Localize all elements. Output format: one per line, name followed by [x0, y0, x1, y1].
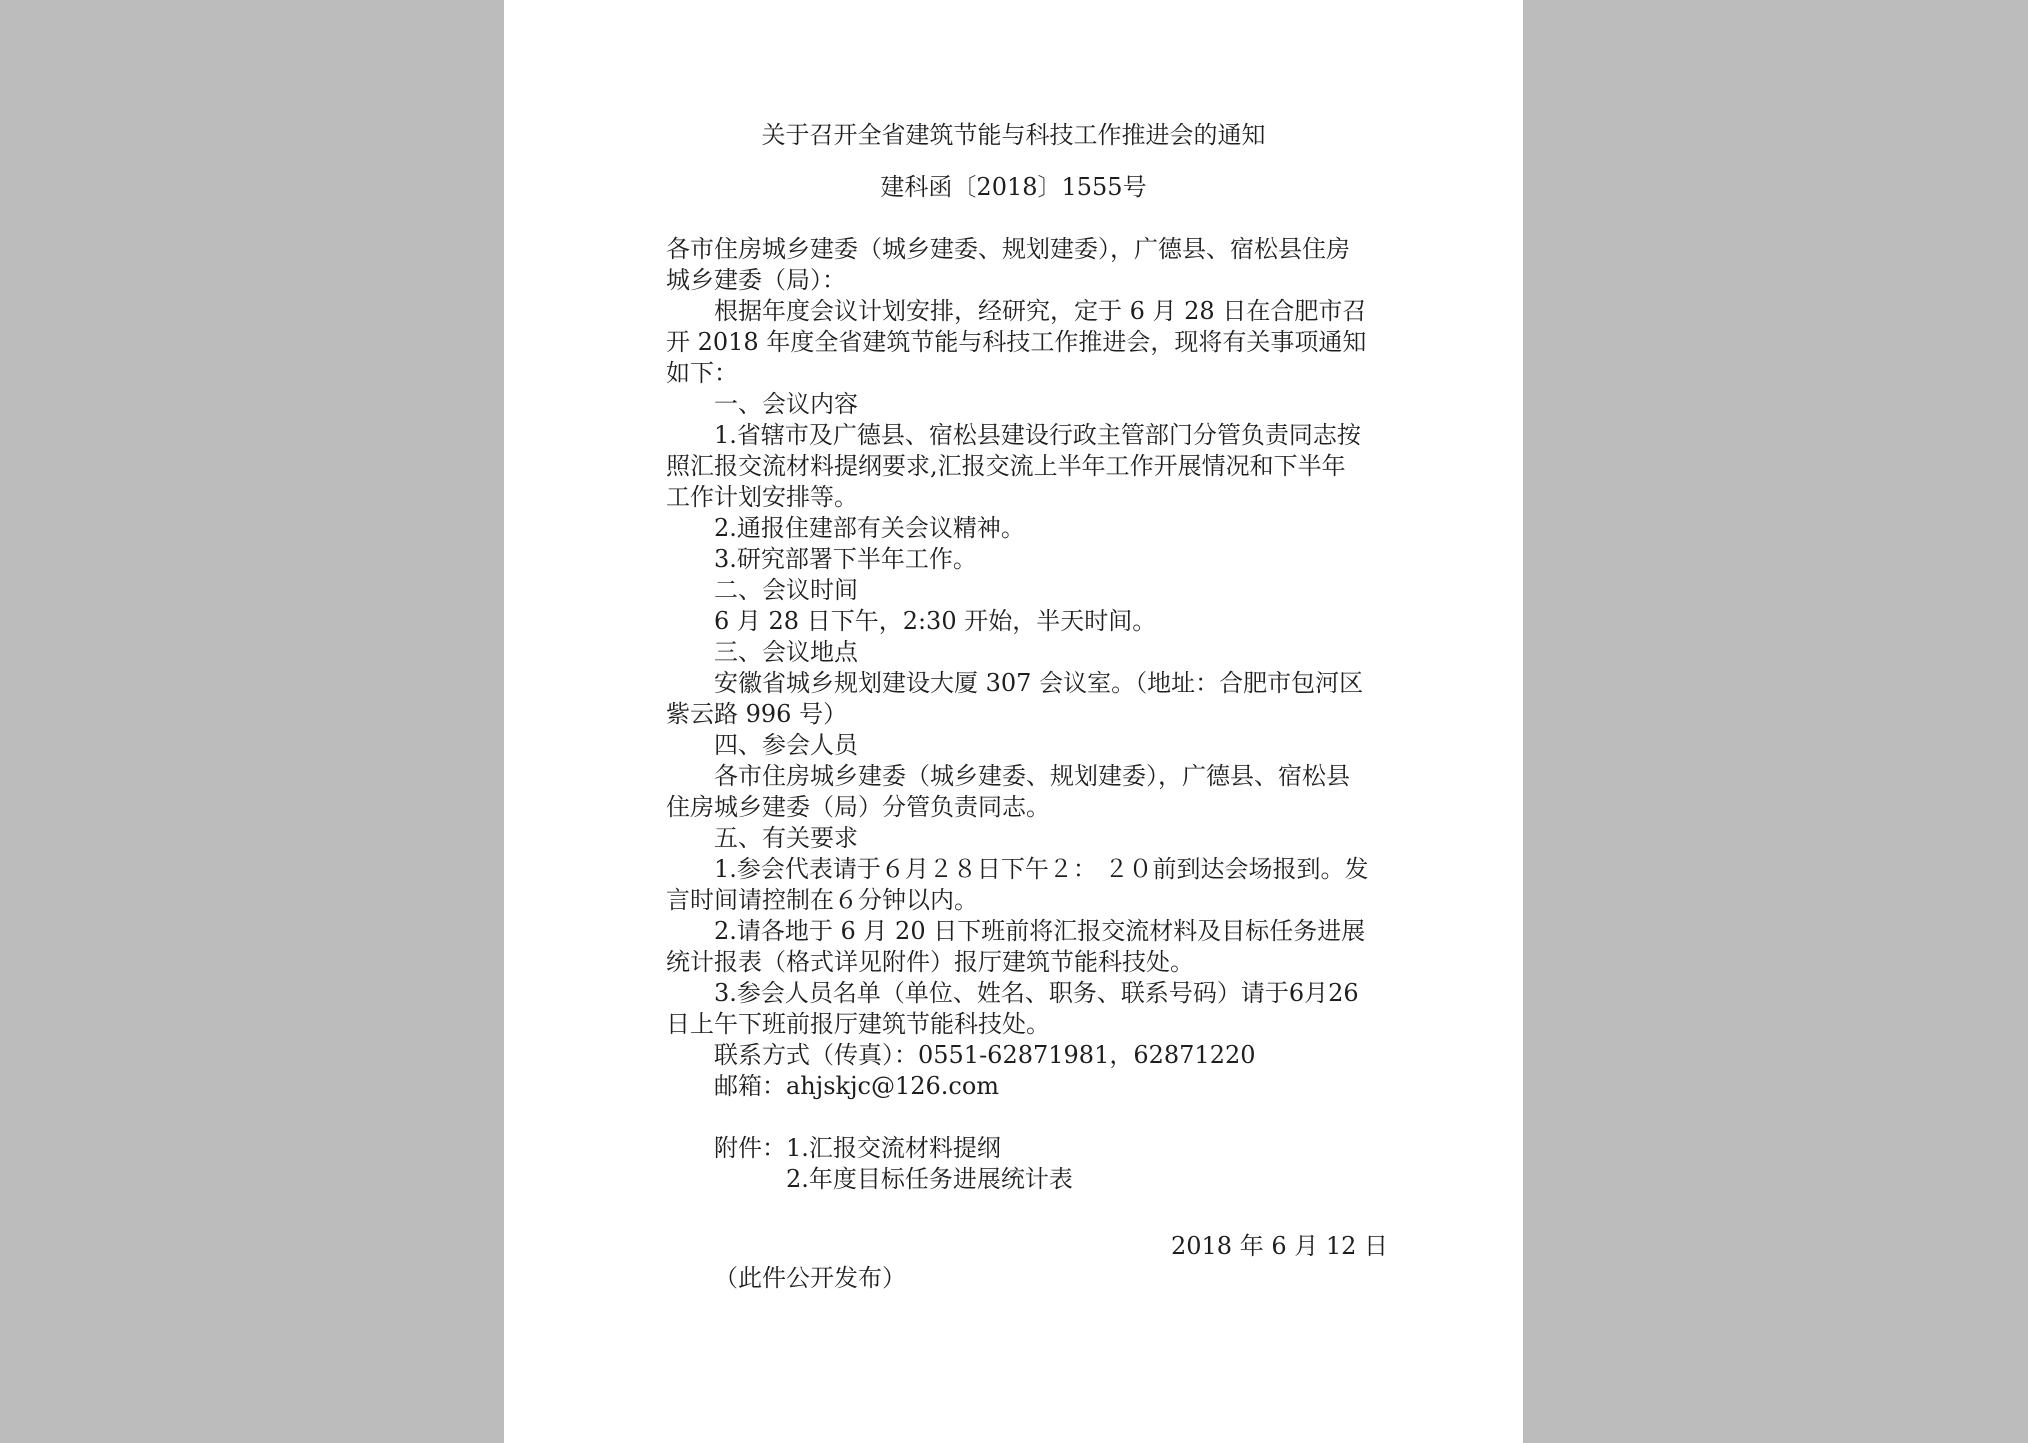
attachment-2: 2.年度目标任务进展统计表: [786, 1165, 1073, 1193]
attendees-line-2: 住房城乡建委（局）分管负责同志。: [666, 793, 1050, 821]
requirement-1-line-2: 言时间请控制在６分钟以内。: [666, 886, 978, 914]
addressee-line-2: 城乡建委（局）：: [666, 266, 846, 294]
attachment-1: 附件：1.汇报交流材料提纲: [714, 1134, 1001, 1162]
section-heading-content: 一、会议内容: [714, 390, 858, 418]
intro-line-2: 开 2018 年度全省建筑节能与科技工作推进会，现将有关事项通知: [666, 328, 1367, 356]
content-item-1-line-3: 工作计划安排等。: [666, 483, 858, 511]
document-title: 关于召开全省建筑节能与科技工作推进会的通知: [761, 121, 1266, 149]
content-item-1-line-1: 1.省辖市及广德县、宿松县建设行政主管部门分管负责同志按: [714, 421, 1361, 449]
document-number: 建科函〔2018〕1555号: [880, 173, 1147, 201]
section-heading-location: 三、会议地点: [714, 638, 858, 666]
requirement-3-line-2: 日上午下班前报厅建筑节能科技处。: [666, 1010, 1050, 1038]
section-heading-requirements: 五、有关要求: [714, 824, 858, 852]
addressee-line-1: 各市住房城乡建委（城乡建委、规划建委），广德县、宿松县住房: [666, 235, 1350, 263]
section-heading-attendees: 四、参会人员: [714, 731, 858, 759]
content-item-3: 3.研究部署下半年工作。: [714, 545, 977, 573]
meeting-time: 6 月 28 日下午，2:30 开始，半天时间。: [714, 607, 1157, 635]
intro-line-3: 如下：: [666, 359, 738, 387]
meeting-location-line-2: 紫云路 996 号）: [666, 700, 848, 728]
document-date: 2018 年 6 月 12 日: [1171, 1232, 1389, 1260]
contact-fax: 联系方式（传真）：0551-62871981，62871220: [714, 1041, 1256, 1069]
intro-line-1: 根据年度会议计划安排，经研究，定于 6 月 28 日在合肥市召: [714, 297, 1367, 325]
document-page: [504, 0, 1523, 1443]
public-release-note: （此件公开发布）: [714, 1264, 906, 1292]
contact-email: 邮箱：ahjskjc@126.com: [714, 1072, 1000, 1100]
requirement-2-line-2: 统计报表（格式详见附件）报厅建筑节能科技处。: [666, 948, 1194, 976]
attendees-line-1: 各市住房城乡建委（城乡建委、规划建委），广德县、宿松县: [714, 762, 1350, 790]
content-item-1-line-2: 照汇报交流材料提纲要求,汇报交流上半年工作开展情况和下半年: [666, 452, 1346, 480]
meeting-location-line-1: 安徽省城乡规划建设大厦 307 会议室。（地址：合肥市包河区: [714, 669, 1364, 697]
section-heading-time: 二、会议时间: [714, 576, 858, 604]
requirement-1-line-1: 1.参会代表请于６月２８日下午２： ２０前到达会场报到。发: [714, 855, 1369, 883]
requirement-3-line-1: 3.参会人员名单（单位、姓名、职务、联系号码）请于6月26: [714, 979, 1359, 1007]
requirement-2-line-1: 2.请各地于 6 月 20 日下班前将汇报交流材料及目标任务进展: [714, 917, 1366, 945]
content-item-2: 2.通报住建部有关会议精神。: [714, 514, 1025, 542]
